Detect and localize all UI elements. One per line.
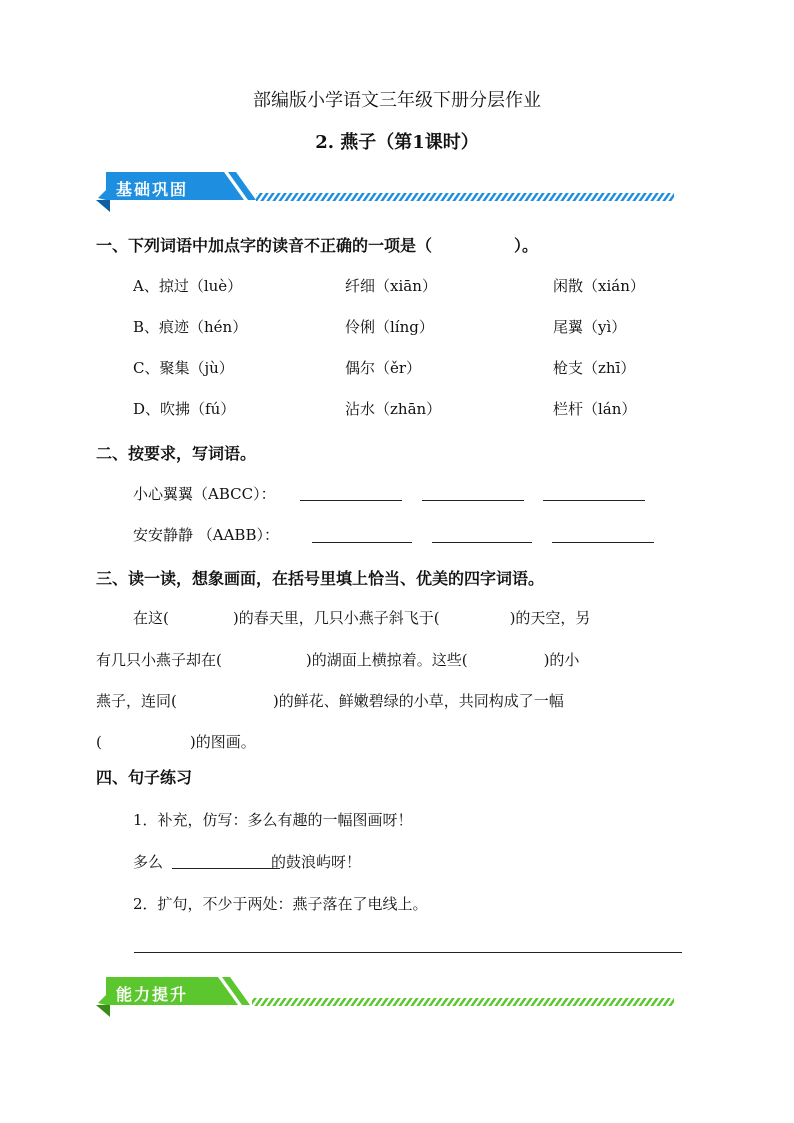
q2-item-1-label: 小心翼翼（ABCC）： <box>133 485 276 503</box>
section-advanced-label: 能力提升 <box>116 985 189 1004</box>
q3-p3a: 燕子，连同( <box>96 692 177 710</box>
q3-p2b: )的湖面上横掠着。这些( <box>305 651 468 669</box>
q3-p3b: )的鲜花、鲜嫩碧绿的小草，共同构成了一幅 <box>272 692 564 710</box>
q3-line-2 <box>96 649 579 670</box>
question-1-close: ）。 <box>514 236 539 255</box>
q1-b-2: 伶俐（líng） <box>345 318 434 336</box>
question-1-text: 一、下列词语中加点字的读音不正确的一项是（ <box>96 236 433 255</box>
q1-c-3: 枪支（zhī） <box>553 359 636 377</box>
q3-line-1 <box>133 607 590 628</box>
q3-p1a: 在这( <box>133 609 169 627</box>
q4-s2-answer-line[interactable] <box>134 952 682 953</box>
q4-s1a: 多么 <box>133 853 164 871</box>
section-banner-basic <box>96 170 678 214</box>
q4-s1b: 的鼓浪屿呀！ <box>271 853 362 871</box>
q3-p2a: 有几只小燕子却在( <box>96 651 222 669</box>
q3-p1c: )的天空，另 <box>509 609 591 627</box>
q3-p4b: )的图画。 <box>189 733 256 751</box>
q2-item-1-blank-1[interactable] <box>300 500 402 501</box>
q1-b-1: B、痕迹（hén） <box>133 318 248 336</box>
question-4: 四、句子练习 <box>96 768 193 787</box>
q1-c-2: 偶尔（ěr） <box>345 359 422 377</box>
section-basic-label: 基础巩固 <box>116 180 189 199</box>
q1-d-1: D、吹拂（fú） <box>133 400 236 418</box>
section-banner-advanced <box>96 975 678 1019</box>
question-1 <box>96 233 538 256</box>
q2-item-2-blank-2[interactable] <box>432 542 532 543</box>
q2-item-2-blank-3[interactable] <box>552 542 654 543</box>
q4-s2: 2．扩句，不少于两处：燕子落在了电线上。 <box>133 895 428 913</box>
q1-d-2: 沾水（zhān） <box>345 400 442 418</box>
question-2: 二、按要求，写词语。 <box>96 444 257 463</box>
q2-item-2-label: 安安静静 （AABB）： <box>133 526 279 544</box>
q1-a-2: 纤细（xiān） <box>345 277 437 295</box>
question-3: 三、读一读，想象画面，在括号里填上恰当、优美的四字词语。 <box>96 569 545 588</box>
q2-item-1-blank-3[interactable] <box>543 500 645 501</box>
document-title: 部编版小学语文三年级下册分层作业 <box>253 90 541 111</box>
q2-item-1-blank-2[interactable] <box>422 500 524 501</box>
q3-line-4 <box>96 731 256 752</box>
lesson-title: 2. 燕子（第1课时） <box>315 132 479 153</box>
q4-s1-blank[interactable] <box>172 868 280 869</box>
q2-item-2-blank-1[interactable] <box>312 542 412 543</box>
q1-b-3: 尾翼（yì） <box>553 318 627 336</box>
q3-p2c: )的小 <box>543 651 580 669</box>
q1-a-1: A、掠过（luè） <box>133 277 243 295</box>
q3-p1b: )的春天里，几只小燕子斜飞于( <box>232 609 440 627</box>
q1-c-1: C、聚集（jù） <box>133 359 234 377</box>
q1-a-3: 闲散（xián） <box>553 277 645 295</box>
q4-s1: 1．补充，仿写：多么有趣的一幅图画呀！ <box>133 811 413 829</box>
q3-line-3 <box>96 690 564 711</box>
q3-p4a: ( <box>96 733 102 751</box>
q1-d-3: 栏杆（lán） <box>553 400 637 418</box>
